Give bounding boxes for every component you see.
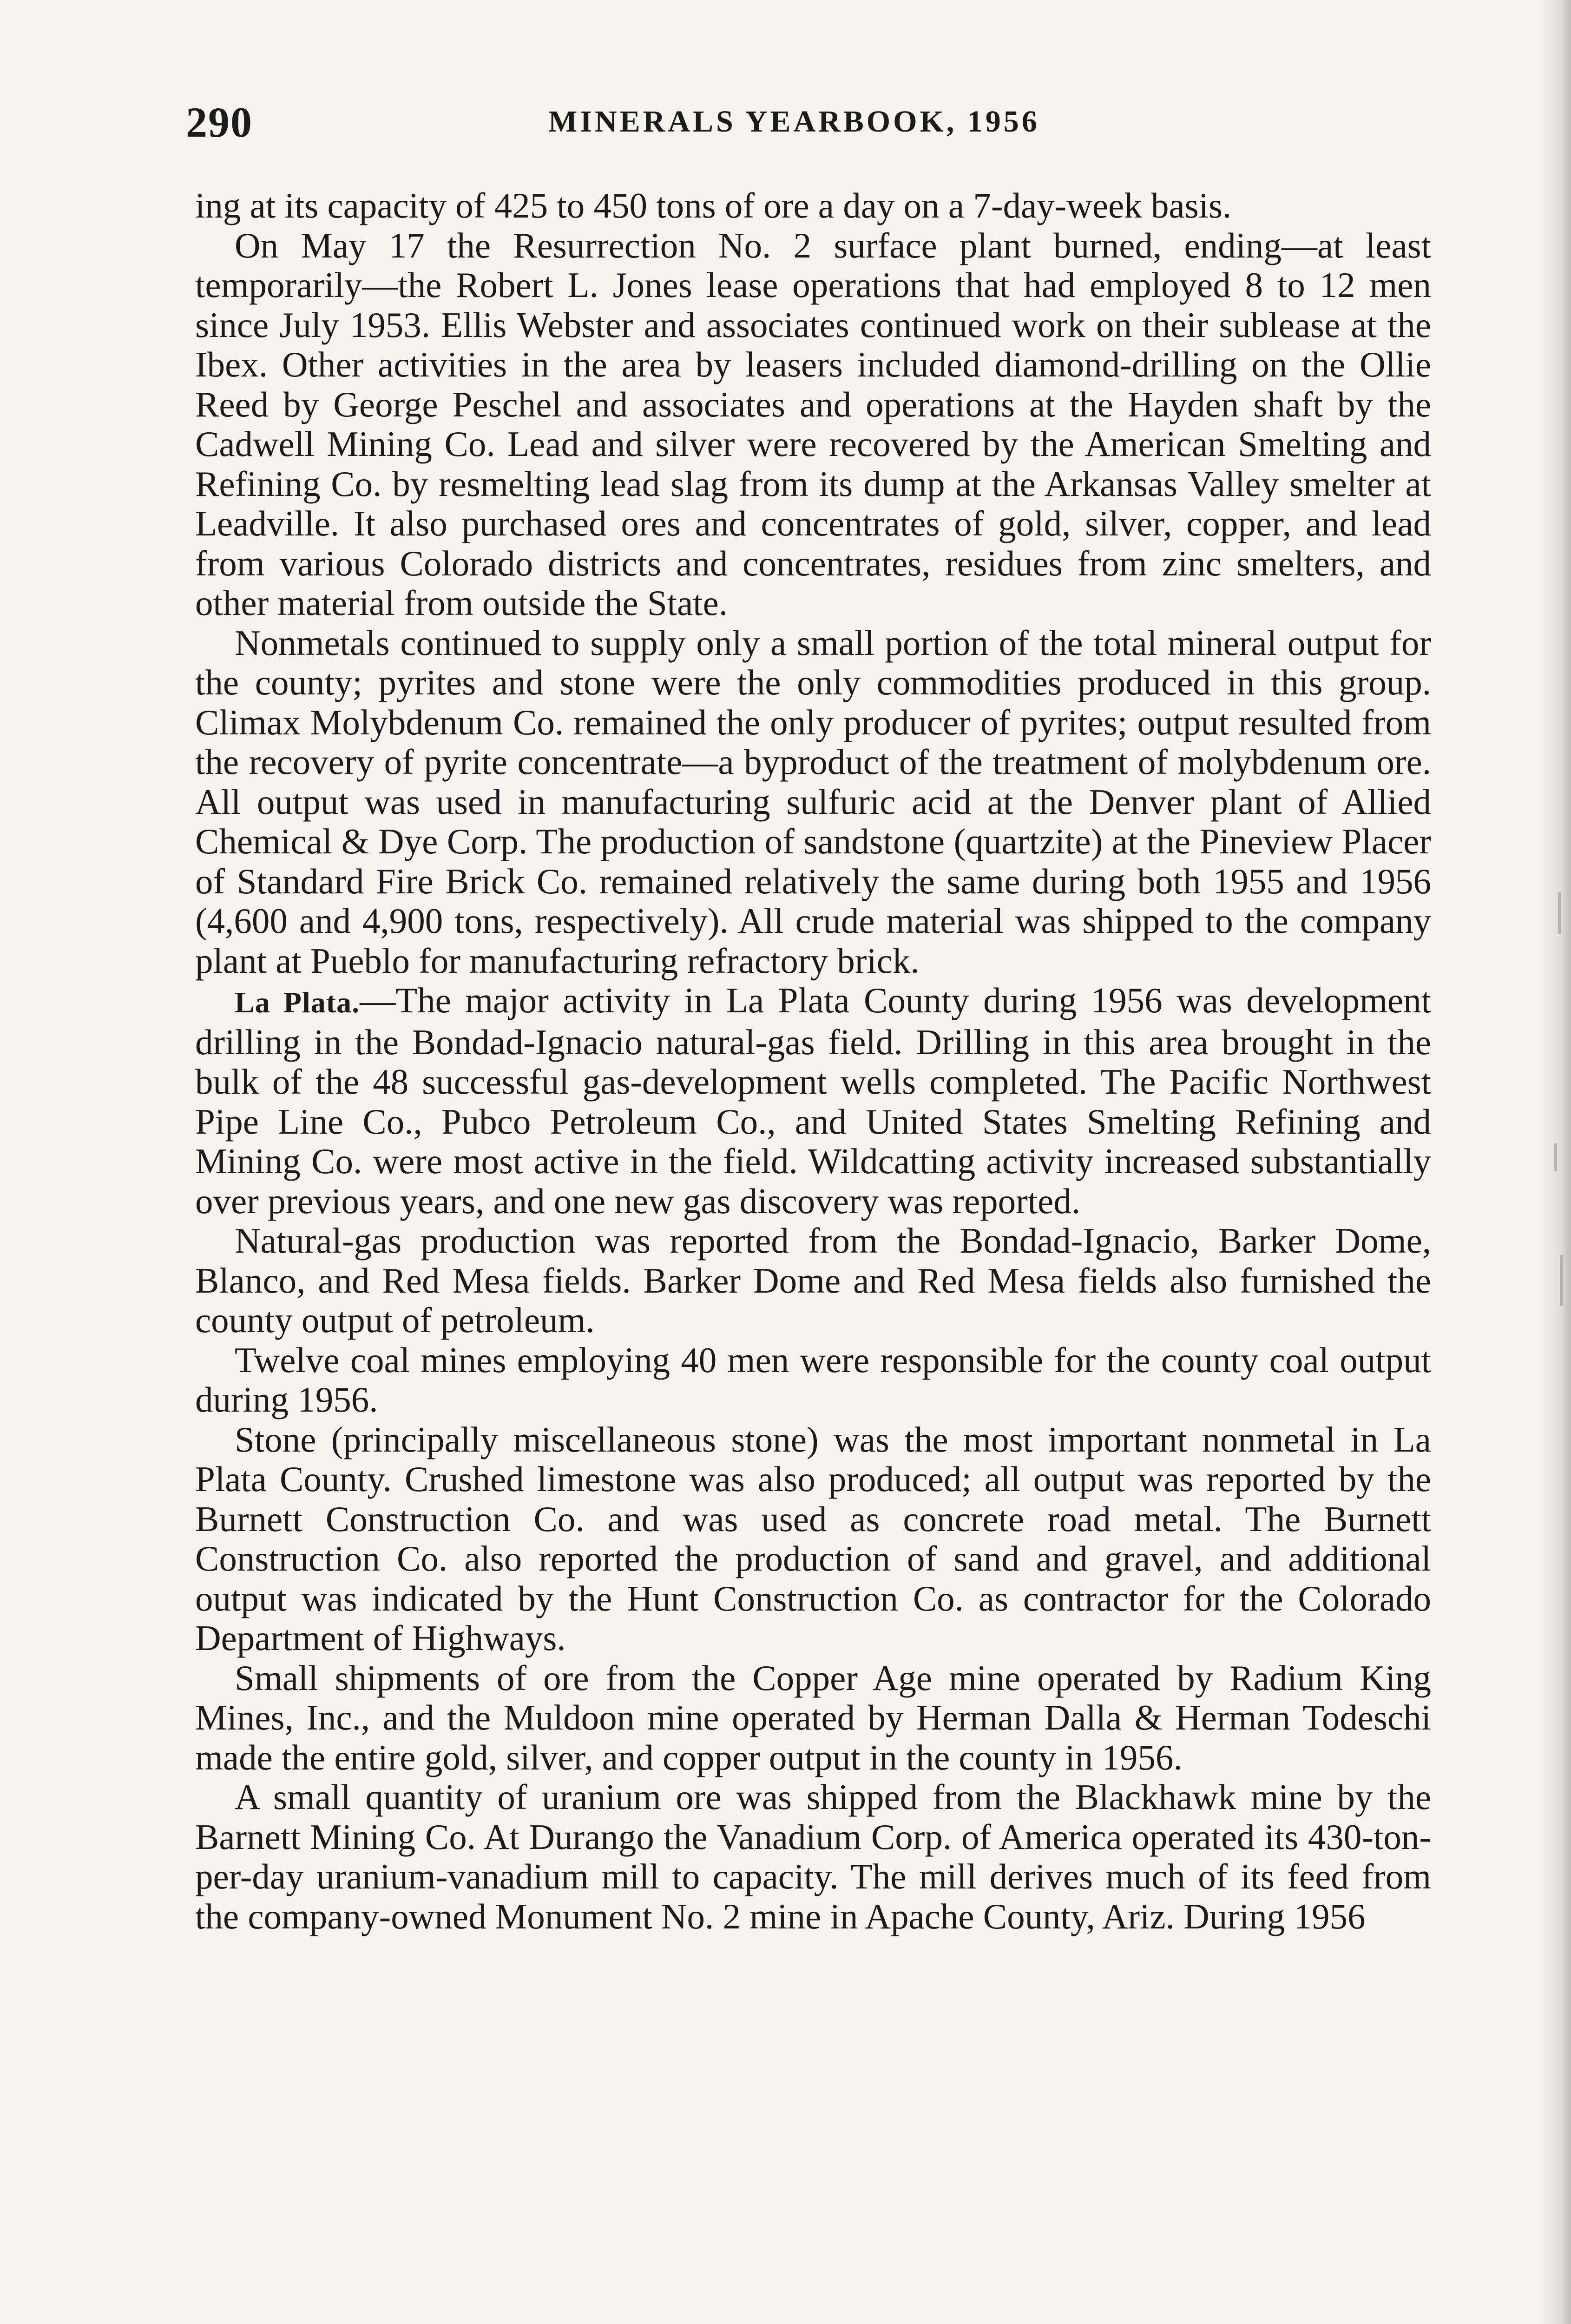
paragraph: Nonmetals continued to supply only a small portion of the total mineral output for the county; pyrites and stone were the only commodities produced in this group. Climax Molybdenum Co. remained the only producer of pyrites; output resulted from the recovery of pyrite concentrate—a byproduct of the treatment of molybdenum ore. All output was used in manufacturing sulfuric acid at the Denver plant of Allied Chemical & Dye Corp. The production of sandstone (quartzite) at the Pineview Placer of Standard Fire Brick Co. remained relatively the same during both 1955 and 1956 (4,600 and 4,900 tons, respectively). All crude material was shipped to the company plant at Pueblo for manufacturing refractory brick. [195,622,1431,981]
paragraph: A small quantity of uranium ore was shipped from the Blackhawk mine by the Barnett Mining Co. At Durango the Vanadium Corp. of America operated its 430-ton-per-day uranium-vanadium mill to capacity. The mill derives much of its feed from the company-owned Monument No. 2 mine in Apache County, Ariz. During 1956 [195,1777,1431,1936]
page-number: 290 [186,99,253,146]
scan-edge-mark [1558,892,1561,934]
paragraph: Stone (principally miscellaneous stone) was the most important nonmetal in La Plata County. Crushed limestone was also produced; all output was reported by the Burnett Construction Co. and was used as concrete road metal. The Burnett Construction Co. also reported the production of sand and gravel, and additional output was indicated by the Hunt Construction Co. as contractor for the Colorado Department of Highways. [195,1419,1431,1658]
body-text [195,186,1431,1936]
paragraph: Small shipments of ore from the Copper Age mine operated by Radium King Mines, Inc., and the Muldoon mine operated by Herman Dalla & Herman Todeschi made the entire gold, silver, and copper output in the county in 1956. [195,1657,1431,1777]
paragraph-text: —The major activity in La Plata County during 1956 was development drilling in the Bondad-Ignacio natural-gas field. Drilling in this area brought in the bulk of the 48 successful gas-development wells completed. The Pacific Northwest Pipe Line Co., Pubco Petroleum Co., and United States Smelting Refining and Mining Co. were most active in the field. Wildcatting activity increased substantially over previous years, and one new gas discovery was reported. [195,980,1431,1221]
paragraph: Twelve coal mines employing 40 men were responsible for the county coal output during 1956. [195,1340,1431,1419]
paragraph: ing at its capacity of 425 to 450 tons of ore a day on a 7-day-week basis. [195,185,1232,225]
page-header [186,98,1431,153]
scan-edge-mark [1560,1255,1563,1306]
paragraph: On May 17 the Resurrection No. 2 surface plant burned, ending—at least temporarily—the Robert L. Jones lease operations that had employed 8 to 12 men since July 1953. Ellis Webster and associates continued work on their sublease at the Ibex. Other activities in the area by leasers included diamond-drilling on the Ollie Reed by George Peschel and associates and operations at the Hayden shaft by the Cadwell Mining Co. Lead and silver were recovered by the American Smelting and Refining Co. by resmelting lead slag from its dump at the Arkansas Valley smelter at Leadville. It also purchased ores and concentrates of gold, silver, copper, and lead from various Colorado districts and concentrates, residues from zinc smelters, and other material from outside the State. [195,225,1431,623]
scan-edge-mark [1554,1143,1557,1171]
section-run-in-heading: La Plata. [235,986,360,1019]
running-head: MINERALS YEARBOOK, 1956 [548,105,1040,139]
paragraph: Natural-gas production was reported from the Bondad-Ignacio, Barker Dome, Blanco, and Red Mesa fields. Barker Dome and Red Mesa fields also furnished the county output of petroleum. [195,1221,1431,1340]
paragraph-la-plata [195,981,1431,1221]
